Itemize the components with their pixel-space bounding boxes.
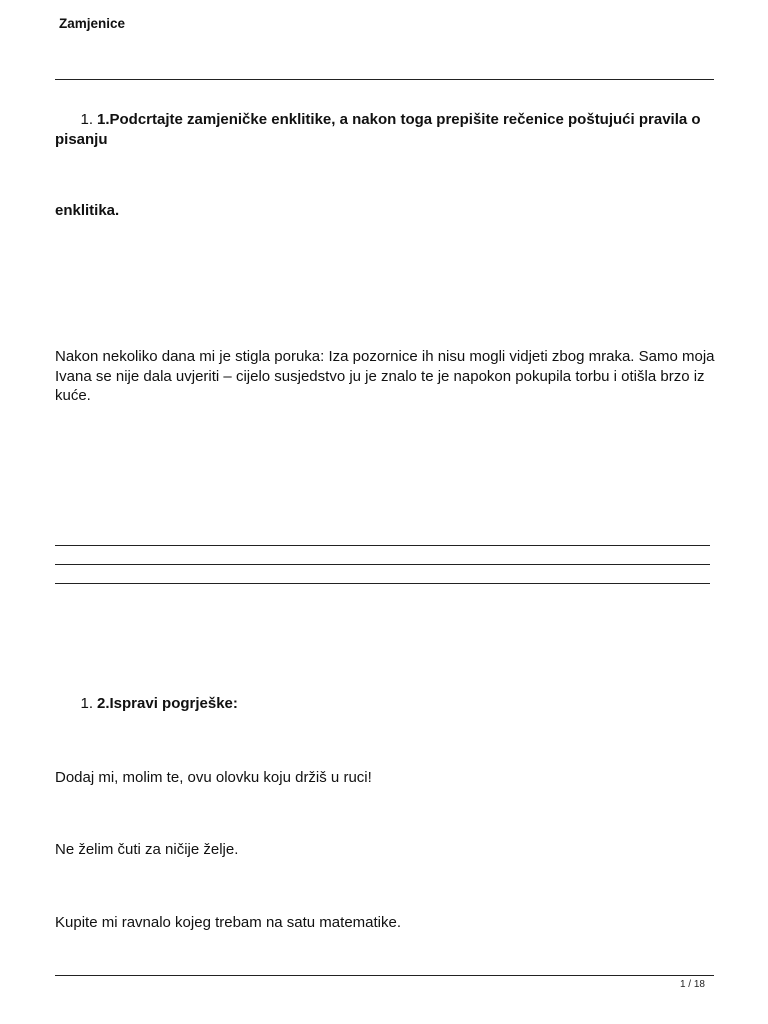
task-2-sentence: Dodaj mi, molim te, ovu olovku koju držiš u ruci!	[55, 769, 372, 786]
task-1-title: 1.Podcrtajte zamjeničke enklitike, a nakon toga prepišite rečenice poštujući pravila o pisanju	[55, 111, 701, 148]
header-divider	[55, 79, 714, 80]
task-2-sentence: Kupite mi ravnalo kojeg trebam na satu matematike.	[55, 914, 402, 931]
task-2-heading	[55, 694, 720, 714]
answer-line	[55, 583, 710, 584]
task-1-paragraph: Nakon nekoliko dana mi je stigla poruka: Iza pozornice ih nisu mogli vidjeti zbog mraka. Samo moja Ivana se nije dala uvjeriti – cijelo susjedstvo ju je znalo te je napokon pokupila torbu i otišla brzo iz kuće.	[55, 348, 715, 404]
answer-line	[55, 545, 710, 546]
task-2-list-number: 1.	[80, 695, 93, 712]
task-1-list-number: 1.	[80, 111, 93, 128]
answer-line	[55, 564, 710, 565]
task-1-title-continuation: enklitika.	[55, 202, 120, 219]
task-1-heading	[55, 110, 720, 150]
task-2-sentence: Ne želim čuti za ničije želje.	[55, 841, 239, 858]
task-2-title: 2.Ispravi pogrješke:	[97, 695, 238, 712]
footer-divider	[55, 975, 714, 976]
document-header-title: Zamjenice	[59, 16, 126, 31]
page-number: 1 / 18	[679, 979, 705, 990]
